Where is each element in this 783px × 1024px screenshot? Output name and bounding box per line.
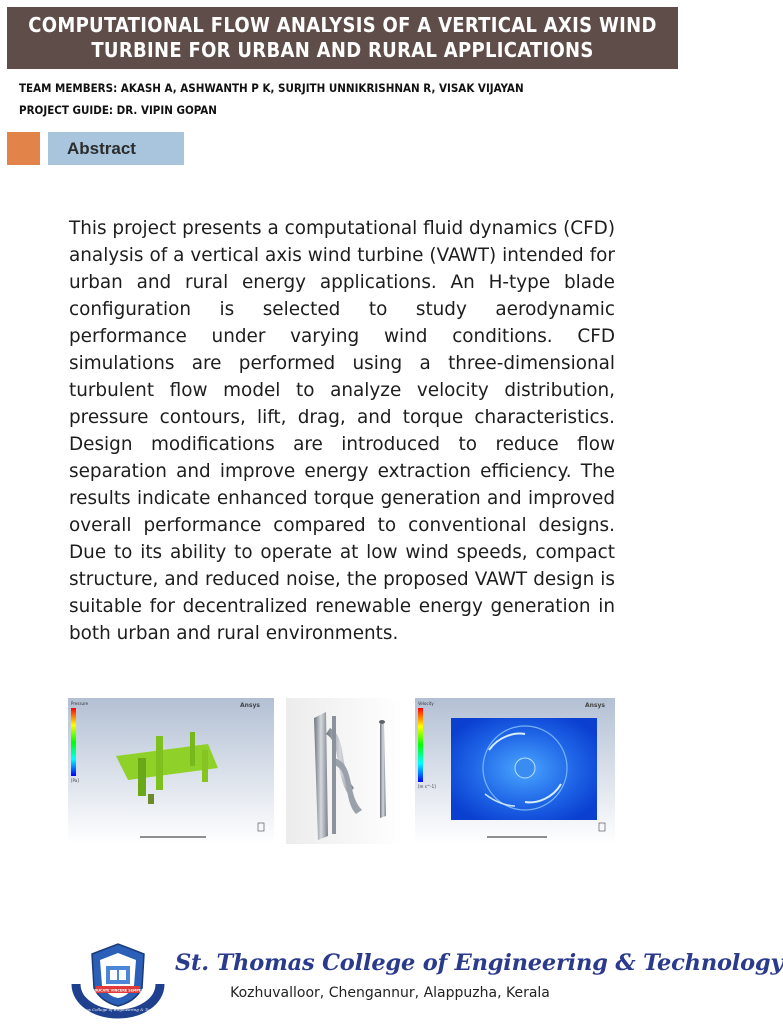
college-address: Kozhuvalloor, Chengannur, Alappuzha, Kerala (230, 985, 550, 1001)
pressure-legend-unit: [Pa] (71, 778, 79, 783)
abstract-heading: Abstract (48, 132, 184, 165)
pressure-contour-image (68, 698, 274, 844)
velocity-legend-title: Velocity (418, 701, 434, 706)
college-emblem (66, 940, 170, 1016)
title-bar (7, 7, 678, 69)
abstract-text: This project presents a computational fluid dynamics (CFD) analysis of a vertical axis wind turbine (VAWT) intended for urban and rural energy applications. An H-type blade configuration is selected to study aerodynamic performance under varying wind conditions. CFD simulations are performed using a three-dimensional turbulent flow model to analyze velocity distribution, pressure contours, lift, drag, and torque characteristics. Design modifications are introduced to reduce flow separation and improve energy extraction efficiency. The results indicate enhanced torque generation and improved overall performance compared to conventional designs. Due to its ability to operate at low wind speeds, compact structure, and reduced noise, the proposed VAWT design is suitable for decentralized renewable energy generation in both urban and rural environments. (69, 218, 615, 644)
velocity-brand: Ansys (585, 702, 605, 709)
abstract-accent-block (7, 132, 40, 165)
velocity-contour-image (415, 698, 615, 844)
pressure-contour-figure (68, 698, 274, 844)
turbine-model-image (286, 698, 403, 844)
pressure-legend-title: Pressure (71, 701, 89, 706)
project-guide: PROJECT GUIDE: DR. VIPIN GOPAN (19, 103, 217, 117)
logo-ring-text: St. Thomas College of Engineering & Technology (68, 1007, 168, 1012)
turbine-model-figure (286, 698, 403, 844)
title-line-1: COMPUTATIONAL FLOW ANALYSIS OF A VERTICAL AXIS WIND (28, 13, 657, 37)
title-line-2: TURBINE FOR URBAN AND RURAL APPLICATIONS (91, 38, 594, 62)
velocity-legend-unit: [m s^-1] (418, 784, 436, 789)
college-logo (66, 940, 170, 1016)
pressure-brand: Ansys (240, 702, 260, 709)
velocity-contour-figure (415, 698, 615, 844)
logo-motto: EDUCATE VINCERE SEMPER (92, 988, 144, 993)
team-members: TEAM MEMBERS: AKASH A, ASHWANTH P K, SURJITH UNNIKRISHNAN R, VISAK VIJAYAN (19, 81, 524, 95)
college-name: St. Thomas College of Engineering & Technology (175, 950, 783, 976)
